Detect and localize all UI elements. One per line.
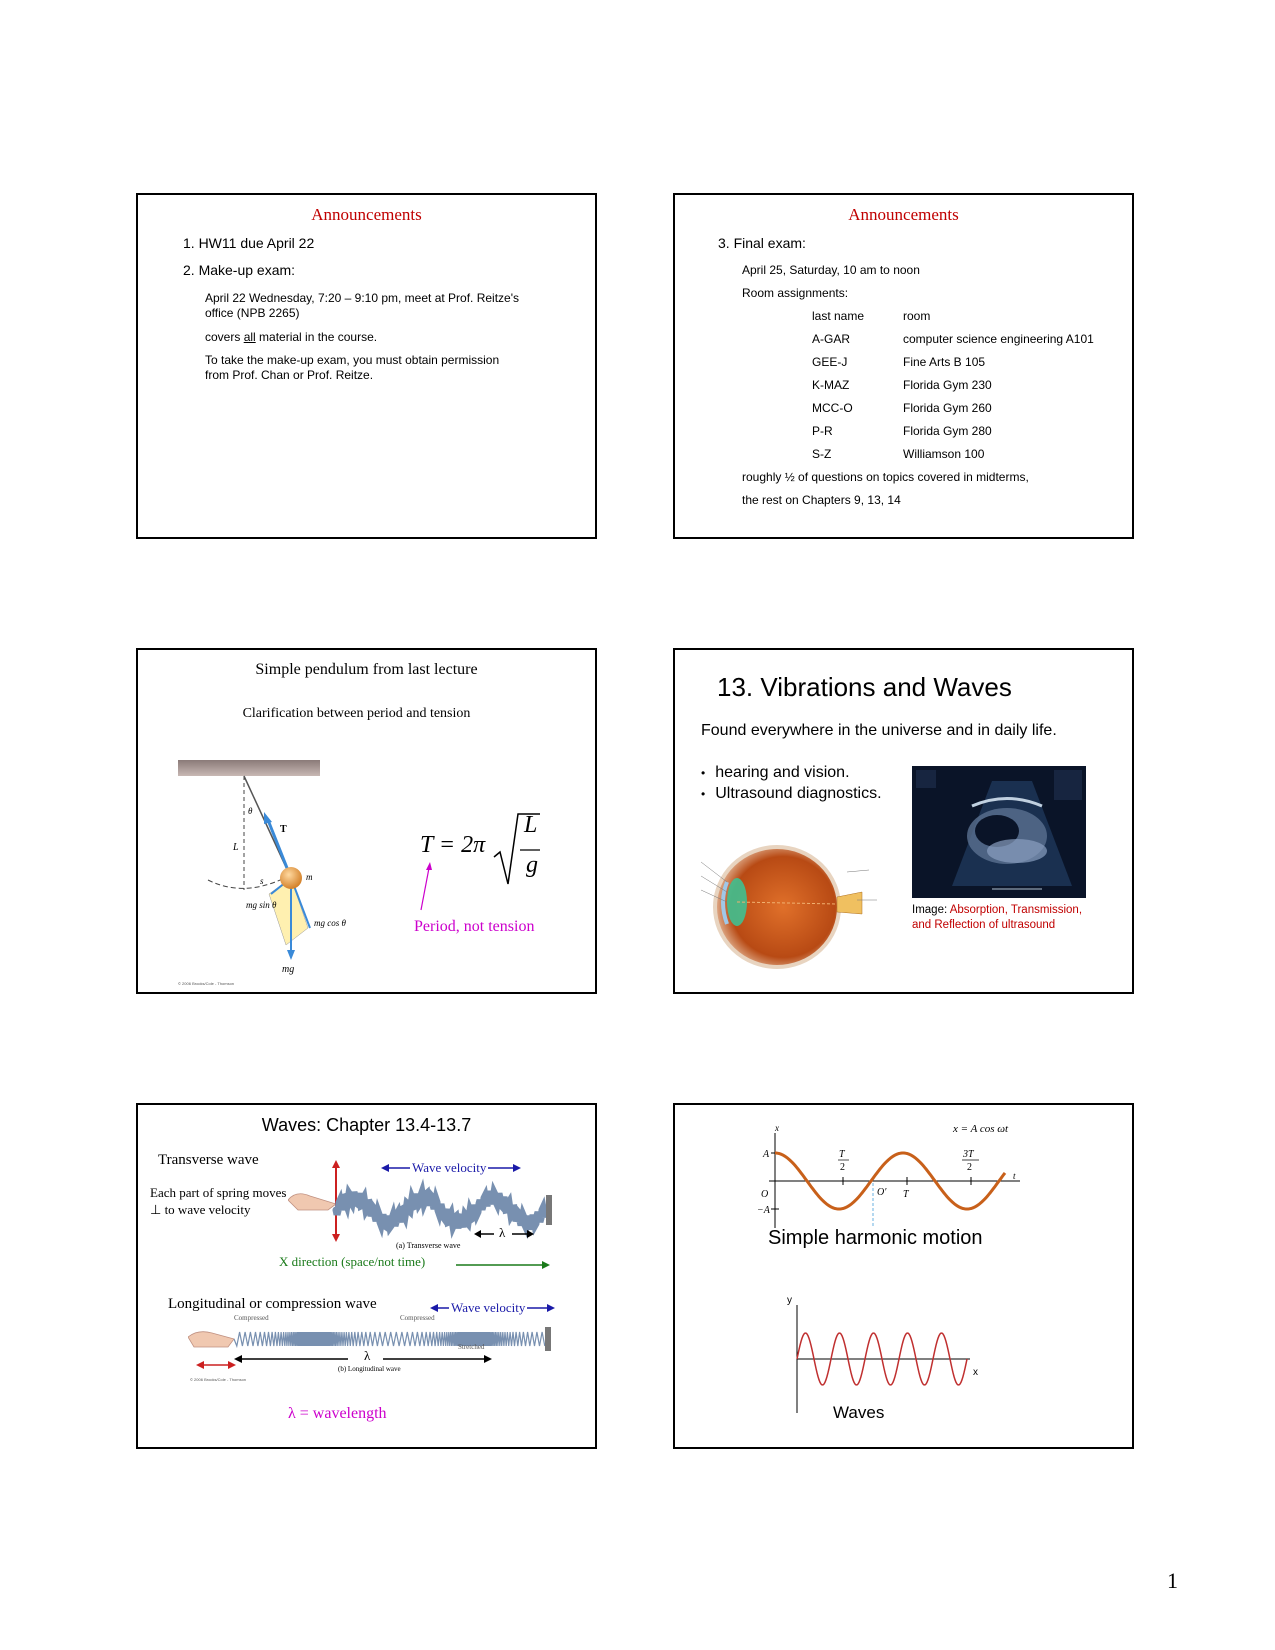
T2-denominator: 2 xyxy=(840,1162,845,1173)
m-label: m xyxy=(306,872,313,882)
row-name: K-MAZ xyxy=(812,378,850,392)
final-note-2: the rest on Chapters 9, 13, 14 xyxy=(742,493,901,507)
row-name: S-Z xyxy=(812,447,832,461)
pendulum-bob xyxy=(280,867,302,889)
waves-graph xyxy=(775,1295,985,1415)
compressed-label: Compressed xyxy=(400,1314,435,1322)
wall-anchor xyxy=(545,1327,551,1351)
slide-title: Announcements xyxy=(311,205,422,224)
longitudinal-wave-diagram xyxy=(188,1323,563,1383)
wave-velocity-label: Wave velocity xyxy=(451,1300,526,1315)
makeup-detail-line1: April 22 Wednesday, 7:20 – 9:10 pm, meet at Prof. Reitze's xyxy=(205,291,520,305)
3T2-numerator: 3T xyxy=(963,1149,974,1160)
header-room: room xyxy=(903,309,931,323)
compressed-label: Compressed xyxy=(234,1314,269,1322)
slide-title: Waves: Chapter 13.4-13.7 xyxy=(261,1115,472,1135)
formula-numerator: L xyxy=(524,812,538,838)
hand-icon xyxy=(288,1194,336,1210)
mgcos-label: mg cos θ xyxy=(314,918,346,928)
row-name: MCC-O xyxy=(812,401,853,415)
row-room: Florida Gym 280 xyxy=(903,424,992,438)
final-note-1: roughly ½ of questions on topics covered in midterms, xyxy=(742,470,1029,484)
row-name: GEE-J xyxy=(812,355,848,369)
bullet-icon: • xyxy=(701,787,706,801)
item-hw11: 1. HW11 due April 22 xyxy=(183,235,315,251)
Oprime-label: O′ xyxy=(877,1187,887,1198)
row-room: Florida Gym 260 xyxy=(903,401,992,415)
each-part-line2: ⊥ to wave velocity xyxy=(150,1202,251,1217)
slide-subtitle: Found everywhere in the universe and in daily life. xyxy=(701,722,1057,739)
3T2-denominator: 2 xyxy=(967,1162,972,1173)
slide-vibrations-waves xyxy=(673,648,1134,994)
O-label: O xyxy=(761,1189,769,1200)
x-direction-arrow xyxy=(456,1259,550,1271)
axis-x-label: x xyxy=(775,1123,779,1133)
image-caption-line1: Image: Absorption, Transmission, xyxy=(912,904,1083,916)
x-direction-label: X direction (space/not time) xyxy=(279,1254,426,1269)
slide-announcements-1 xyxy=(136,193,597,539)
caption-link[interactable]: Absorption, Transmission, xyxy=(949,904,1083,916)
slide-shm-waves xyxy=(673,1103,1134,1449)
slide-announcements-2 xyxy=(673,193,1134,539)
item-makeup: 2. Make-up exam: xyxy=(183,262,296,278)
s-label: s xyxy=(260,876,264,886)
row-name: P-R xyxy=(812,424,833,438)
final-date: April 25, Saturday, 10 am to noon xyxy=(742,263,920,277)
stretched-label: Stretched xyxy=(458,1343,485,1351)
axis-t-label: t xyxy=(1013,1171,1016,1181)
T-label: T xyxy=(903,1189,909,1200)
makeup-detail-line2: office (NPB 2265) xyxy=(205,306,300,320)
shm-label: Simple harmonic motion xyxy=(768,1227,983,1249)
ceiling xyxy=(178,760,320,776)
page-number: 1 xyxy=(1167,1568,1178,1593)
axis-y-label: y xyxy=(787,1295,792,1306)
each-part-line1: Each part of spring moves xyxy=(150,1185,287,1200)
hand-icon xyxy=(188,1332,234,1347)
lambda-label: λ xyxy=(499,1225,506,1240)
axis-x-label: x xyxy=(973,1367,978,1378)
row-room: computer science engineering A101 xyxy=(903,332,1094,346)
figure-caption-b: (b) Longitudinal wave xyxy=(338,1365,401,1373)
row-name: A-GAR xyxy=(812,332,851,346)
pendulum-diagram xyxy=(178,760,378,990)
bullet-item: • Ultrasound diagnostics. xyxy=(701,785,882,802)
slide-subtitle: Clarification between period and tension xyxy=(242,706,471,721)
figure-caption-a: (a) Transverse wave xyxy=(396,1241,461,1250)
period-note: Period, not tension xyxy=(414,918,535,935)
mgsin-label: mg sin θ xyxy=(246,900,277,910)
formula-lhs: T = 2π xyxy=(420,832,486,858)
makeup-covers: covers all material in the course. xyxy=(205,330,378,344)
slide-title: 13. Vibrations and Waves xyxy=(717,672,1012,702)
bullet-icon: • xyxy=(701,766,706,780)
transverse-heading: Transverse wave xyxy=(158,1152,259,1168)
T-label: T xyxy=(280,824,287,835)
caption-link[interactable]: and Reflection of ultrasound xyxy=(912,919,1056,931)
slide-simple-pendulum xyxy=(136,648,597,994)
slide-title: Announcements xyxy=(848,205,959,224)
row-room: Florida Gym 230 xyxy=(903,378,992,392)
ultrasound-image xyxy=(912,766,1086,898)
T2-numerator: T xyxy=(839,1149,845,1160)
mg-label: mg xyxy=(282,964,295,975)
shm-graph xyxy=(745,1123,1045,1233)
formula-denominator: g xyxy=(526,852,538,878)
waves-label: Waves xyxy=(833,1403,885,1422)
room-assignments-label: Room assignments: xyxy=(742,286,849,300)
A-label: A xyxy=(763,1149,770,1160)
magenta-arrow xyxy=(416,862,436,912)
bullet-item: • hearing and vision. xyxy=(701,764,850,781)
header-last-name: last name xyxy=(812,309,865,323)
figure-credit: © 2006 Brooks/Cole - Thomson xyxy=(190,1377,247,1382)
row-room: Williamson 100 xyxy=(903,447,985,461)
longitudinal-spring xyxy=(234,1332,545,1346)
eye-anatomy-image xyxy=(697,842,882,972)
figure-credit: © 2006 Brooks/Cole - Thomson xyxy=(178,981,235,986)
wave-velocity-label: Wave velocity xyxy=(412,1160,487,1175)
longitudinal-heading: Longitudinal or compression wave xyxy=(168,1296,377,1312)
makeup-permission-line2: from Prof. Chan or Prof. Reitze. xyxy=(205,368,374,382)
wavelength-label: λ = wavelength xyxy=(288,1405,387,1422)
item-final-exam: 3. Final exam: xyxy=(718,235,806,251)
slide-title: Simple pendulum from last lecture xyxy=(255,661,478,678)
shm-equation: x = A cos ωt xyxy=(953,1123,1009,1135)
weight-arrowhead xyxy=(287,950,295,960)
row-room: Fine Arts B 105 xyxy=(903,355,986,369)
slide-waves-chapter xyxy=(136,1103,597,1449)
L-label: L xyxy=(233,842,239,853)
lambda-label: λ xyxy=(364,1348,371,1363)
theta-label: θ xyxy=(248,806,253,816)
negA-label: −A xyxy=(757,1205,770,1216)
wall-anchor xyxy=(546,1195,552,1225)
makeup-permission-line1: To take the make-up exam, you must obtain permission xyxy=(205,353,500,367)
transverse-spring xyxy=(336,1192,546,1228)
tension-arrowhead xyxy=(264,812,272,824)
